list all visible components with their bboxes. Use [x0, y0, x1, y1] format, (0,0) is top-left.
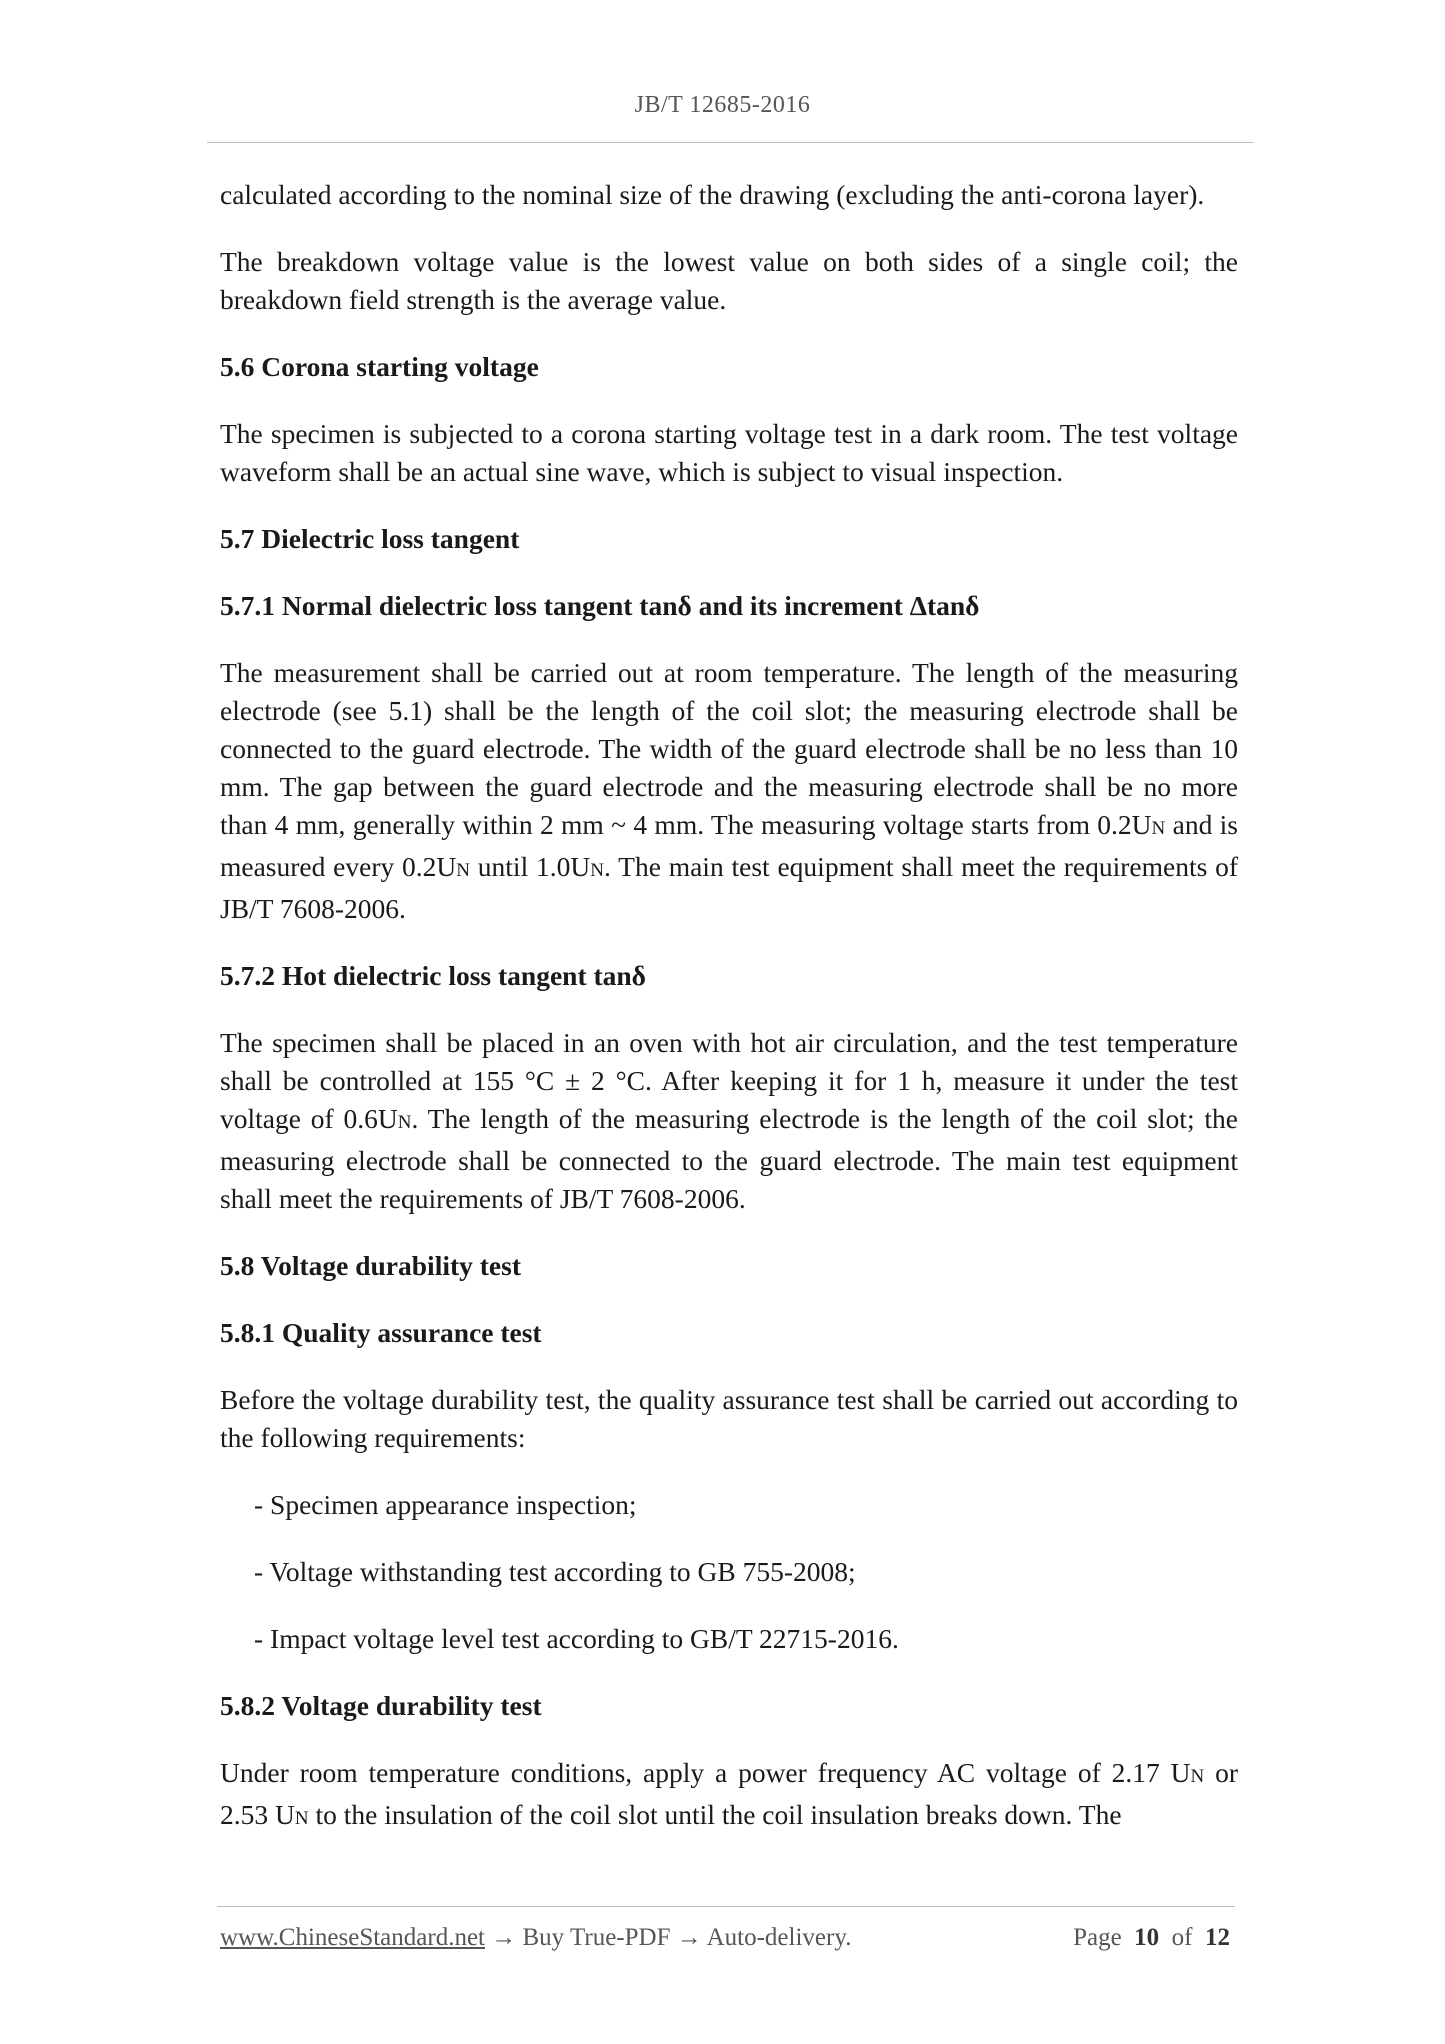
heading-5-8-2: 5.8.2 Voltage durability test — [220, 1690, 542, 1721]
arrow-icon: → — [485, 1924, 523, 1951]
arrow-icon: → — [670, 1924, 707, 1951]
header-divider — [207, 142, 1254, 143]
document-header: JB/T 12685-2016 — [634, 92, 811, 118]
page-footer — [220, 1924, 1230, 1952]
delivery-text: Auto-delivery. — [706, 1924, 852, 1951]
paragraph-5-7-1: The measurement shall be carried out at room temperature. The length of the measuring electrode (see 5.1) shall be the length of the coil slot; the measuring electrode shall be connected to the guard electrode. The width of the guard electrode shall be no less than 10 mm. The gap between the guard electrode and the measuring electrode shall be no more than 4 mm, generally within 2 mm ~ 4 mm. The measuring voltage starts from 0.2UN and is measured every 0.2UN until 1.0UN. The main test equipment shall meet the requirements of JB/T 7608-2006. — [220, 657, 1238, 924]
buy-text: Buy True-PDF — [522, 1924, 671, 1951]
heading-5-7: 5.7 Dielectric loss tangent — [220, 523, 520, 554]
heading-5-8: 5.8 Voltage durability test — [220, 1250, 521, 1281]
heading-5-7-2: 5.7.2 Hot dielectric loss tangent tanδ — [220, 960, 646, 991]
paragraph-continuation: calculated according to the nominal size of the drawing (excluding the anti-corona layer). — [220, 179, 1205, 210]
page-indicator: Page 10 of 12 — [1073, 1924, 1230, 1951]
list-item: - Impact voltage level test according to GB/T 22715-2016. — [254, 1623, 899, 1654]
paragraph-5-8-1: Before the voltage durability test, the quality assurance test shall be carried out according to the following requirements: — [220, 1384, 1238, 1453]
paragraph-5-8-2: Under room temperature conditions, apply a power frequency AC voltage of 2.17 UN or 2.53 UN to the insulation of the coil slot until the coil insulation breaks down. The — [220, 1757, 1238, 1830]
paragraph-5-6: The specimen is subjected to a corona starting voltage test in a dark room. The test voltage waveform shall be an actual sine wave, which is subject to visual inspection. — [220, 418, 1238, 487]
list-item: - Voltage withstanding test according to GB 755-2008; — [254, 1556, 856, 1587]
paragraph-breakdown: The breakdown voltage value is the lowest value on both sides of a single coil; the breakdown field strength is the average value. — [220, 246, 1238, 315]
page-number: 10 — [1134, 1924, 1160, 1951]
paragraph-5-7-2: The specimen shall be placed in an oven with hot air circulation, and the test temperature shall be controlled at 155 °C ± 2 °C. After keeping it for 1 h, measure it under the test voltage of 0.6UN. The length of the measuring electrode is the length of the coil slot; the measuring electrode shall be connected to the guard electrode. The main test equipment shall meet the requirements of JB/T 7608-2006. — [220, 1027, 1238, 1214]
heading-5-8-1: 5.8.1 Quality assurance test — [220, 1317, 542, 1348]
footer-divider — [217, 1906, 1235, 1907]
heading-5-6: 5.6 Corona starting voltage — [220, 351, 539, 382]
page-content — [220, 176, 1238, 1867]
heading-5-7-1: 5.7.1 Normal dielectric loss tangent tanδ and its increment Δtanδ — [220, 590, 980, 621]
list-item: - Specimen appearance inspection; — [254, 1489, 637, 1520]
website-link[interactable]: www.ChineseStandard.net — [220, 1924, 485, 1951]
total-pages: 12 — [1205, 1924, 1230, 1951]
